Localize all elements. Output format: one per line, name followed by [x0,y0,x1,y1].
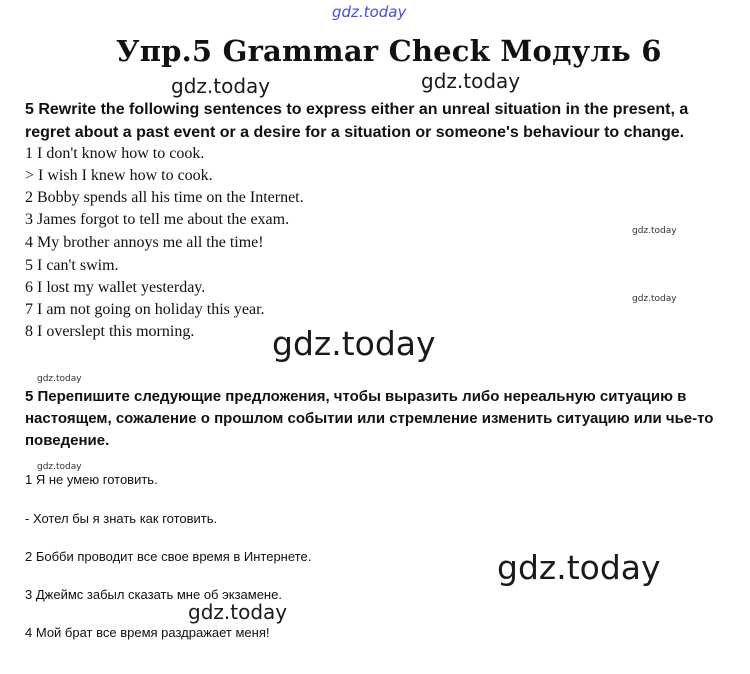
sentence-ru-2: 2 Бобби проводит все свое время в Интернете. [25,549,312,564]
sentence-ru-1: 1 Я не умею готовить. [25,472,158,487]
sentence-en-2: 2 Bobby spends all his time on the Internet. [25,189,304,206]
page-title: Упр.5 Grammar Check Модуль 6 [116,34,662,68]
sentence-en-6: 6 I lost my wallet yesterday. [25,279,206,296]
watermark-left-1: gdz.today [37,374,82,384]
watermark-bottom-right: gdz.today [497,548,661,587]
watermark-top: gdz.today [332,3,407,21]
sentence-en-1: 1 I don't know how to cook. [25,145,205,162]
task-instruction-en: 5 Rewrite the following sentences to express either an unreal situation in the present, a regret about a past event or a desire for a situation or someone's behaviour to change. [25,101,689,141]
watermark-center: gdz.today [272,324,436,363]
watermark-right-2: gdz.today [632,294,677,304]
task-instruction-ru: 5 Перепишите следующие предложения, чтобы выразить либо нереальную ситуацию в настоящем, сожаление о прошлом событии или стремление изменить ситуацию или чье-то поведение. [25,388,714,449]
sentence-en-example: > I wish I knew how to cook. [25,167,213,184]
watermark-title-right: gdz.today [421,69,521,93]
watermark-bottom-center: gdz.today [188,600,288,624]
watermark-left-2: gdz.today [37,462,82,472]
sentence-en-3: 3 James forgot to tell me about the exam. [25,211,290,228]
sentence-ru-4: 4 Мой брат все время раздражает меня! [25,625,270,640]
sentence-ru-3: 3 Джеймс забыл сказать мне об экзамене. [25,587,282,602]
watermark-right-1: gdz.today [632,226,677,236]
sentence-en-4: 4 My brother annoys me all the time! [25,234,264,251]
sentence-ru-example: - Хотел бы я знать как готовить. [25,511,218,526]
sentence-en-5: 5 I can't swim. [25,257,119,274]
sentence-en-8: 8 I overslept this morning. [25,323,195,340]
sentence-en-7: 7 I am not going on holiday this year. [25,301,265,318]
watermark-title-left: gdz.today [171,74,271,98]
